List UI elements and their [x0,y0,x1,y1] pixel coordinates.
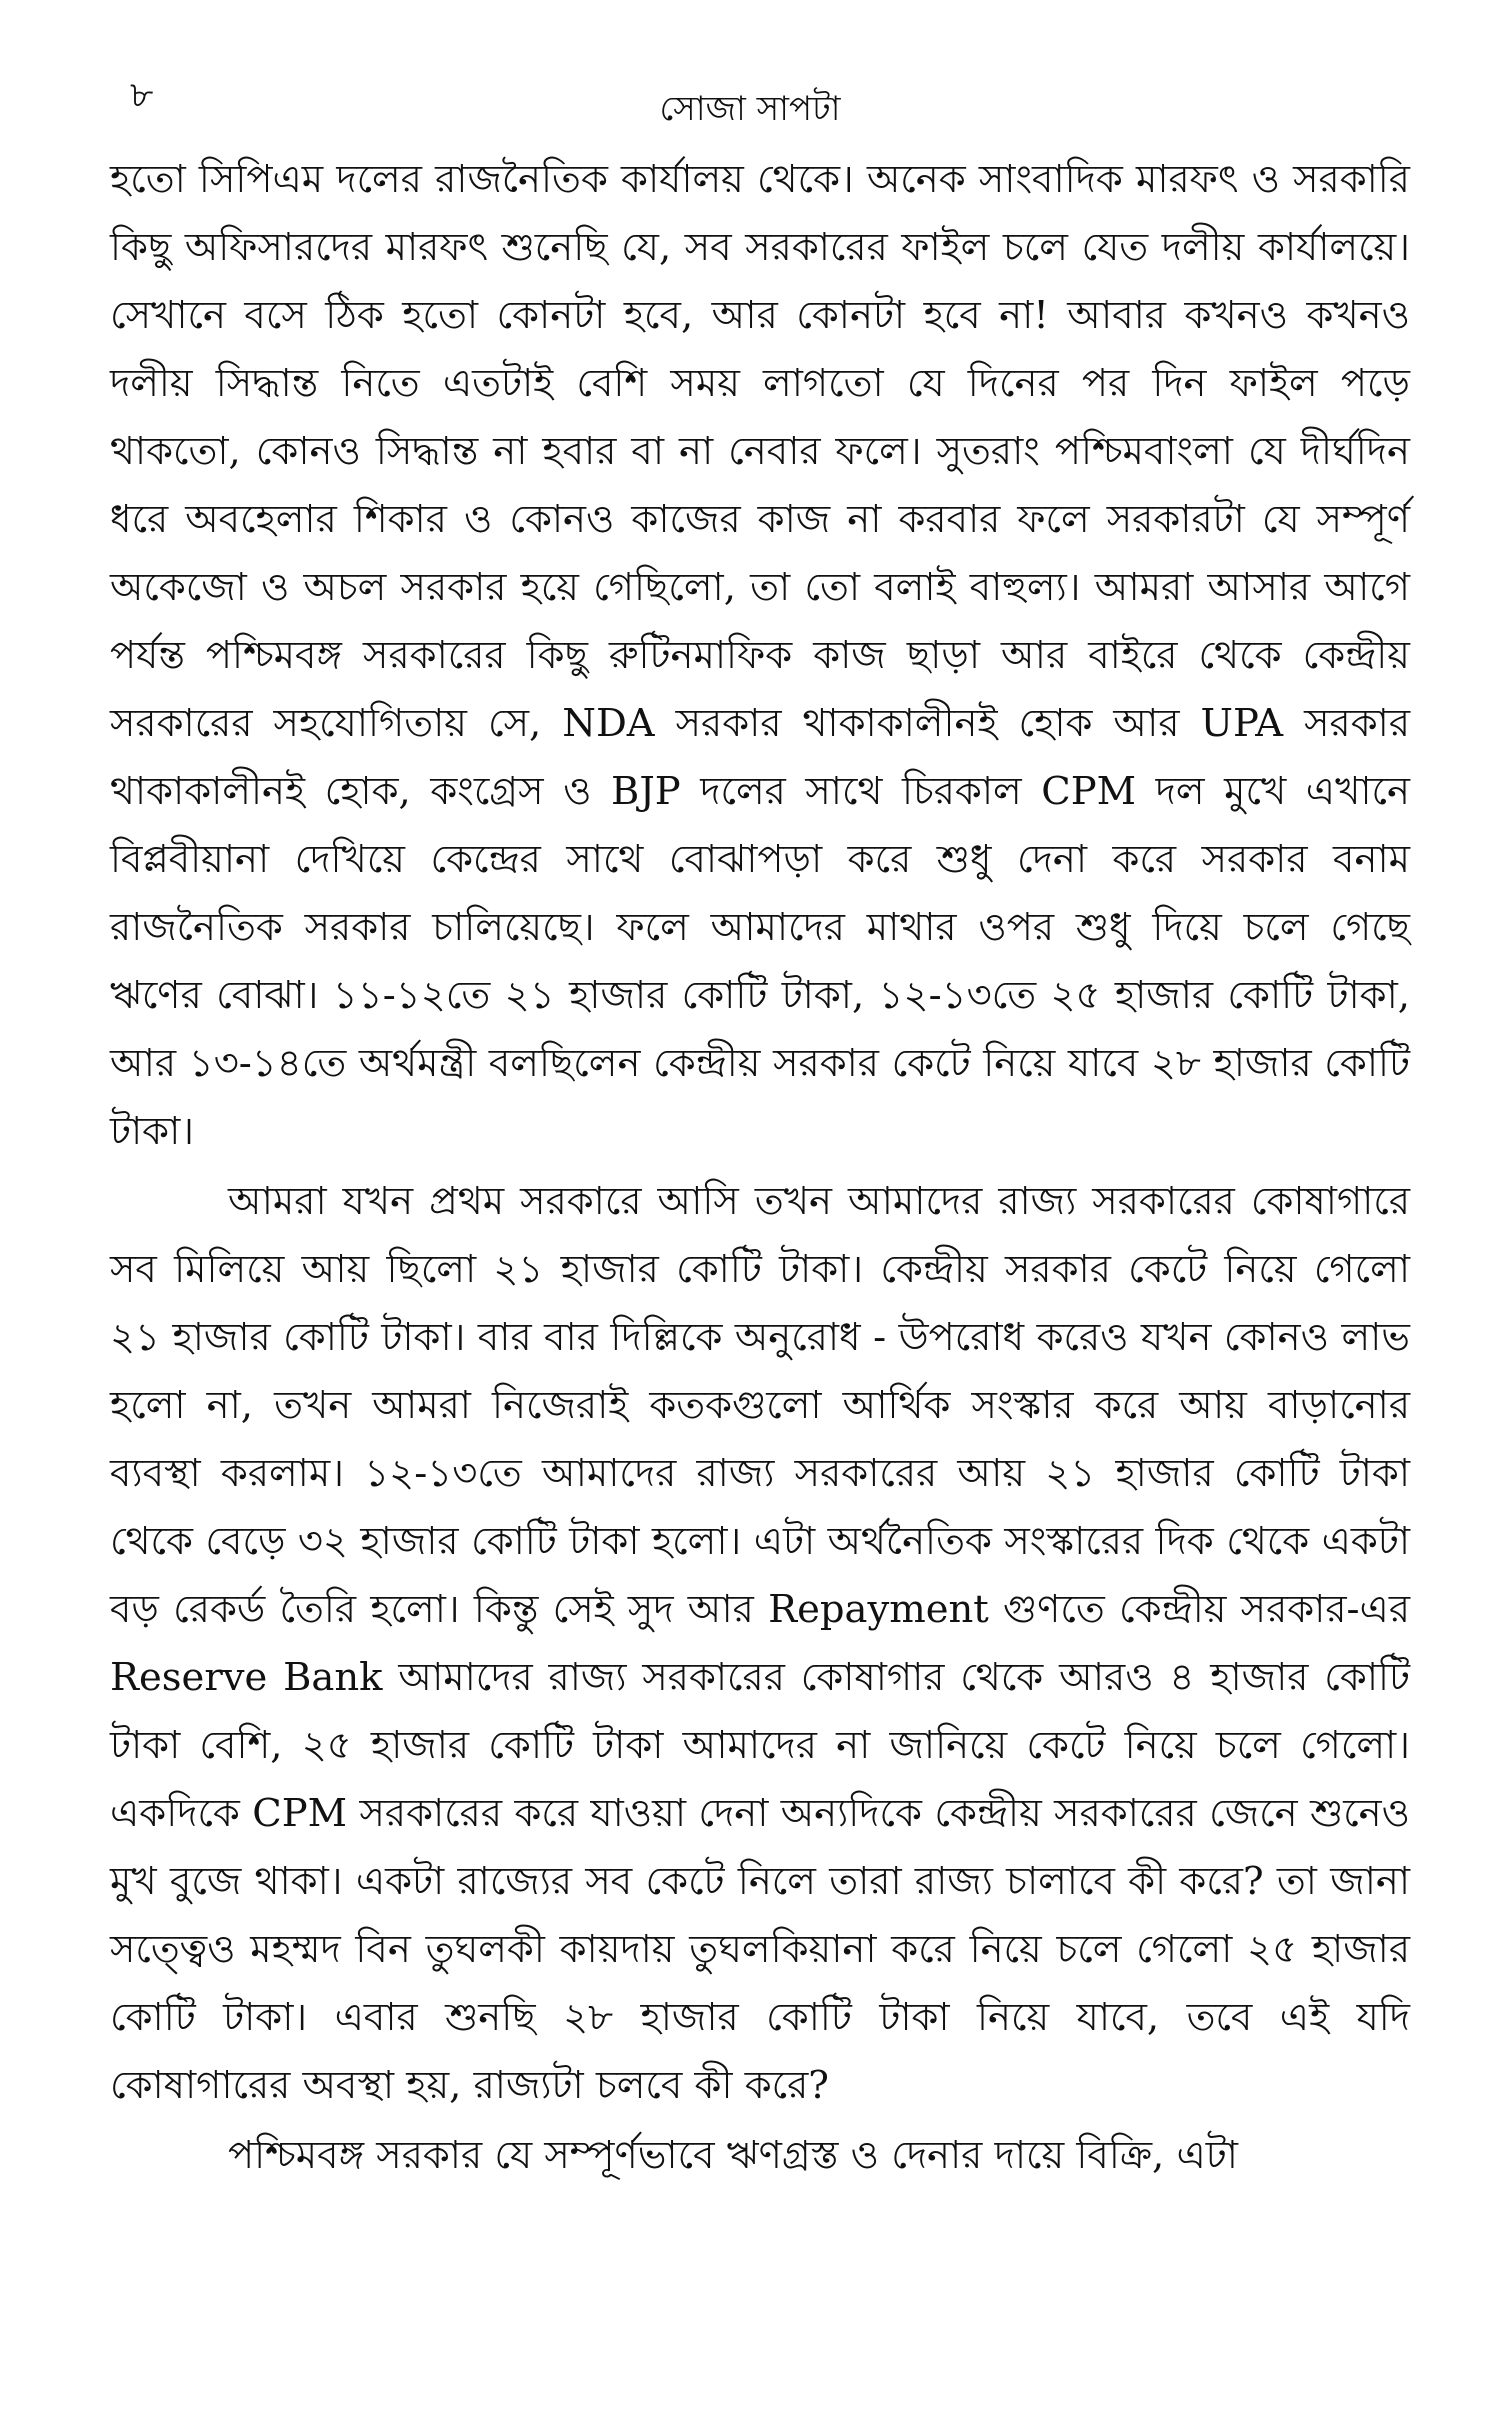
paragraph-2: আমরা যখন প্রথম সরকারে আসি তখন আমাদের রাজ্য সরকারের কোষাগারে সব মিলিয়ে আয় ছিলো ২১ হাজার কোটি টাকা। কেন্দ্রীয় সরকার কেটে নিয়ে গেলো ২১ হাজার কোটি টাকা। বার বার দিল্লিকে অনুরোধ - উপরোধ করেও যখন কোনও লাভ হলো না, তখন আমরা নিজেরাই কতকগুলো আর্থিক সংস্কার করে আয় বাড়ানোর ব্যবস্থা করলাম। ১২-১৩তে আমাদের রাজ্য সরকারের আয় ২১ হাজার কোটি টাকা থেকে বেড়ে ৩২ হাজার কোটি টাকা হলো। এটা অর্থনৈতিক সংস্কারের দিক থেকে একটা বড় রেকর্ড তৈরি হলো। কিন্তু সেই সুদ আর Repayment গুণতে কেন্দ্রীয় সরকার-এর Reserve Bank আমাদের রাজ্য সরকারের কোষাগার থেকে আরও ৪ হাজার কোটি টাকা বেশি, ২৫ হাজার কোটি টাকা আমাদের না জানিয়ে কেটে নিয়ে চলে গেলো। একদিকে CPM সরকারের করে যাওয়া দেনা অন্যদিকে কেন্দ্রীয় সরকারের জেনে শুনেও মুখ বুজে থাকা। একটা রাজ্যের সব কেটে নিলে তারা রাজ্য চালাবে কী করে? তা জানা সত্ত্বেও মহম্মদ বিন তুঘলকী কায়দায় তুঘলকিয়ানা করে নিয়ে চলে গেলো ২৫ হাজার কোটি টাকা। এবার শুনছি ২৮ হাজার কোটি টাকা নিয়ে যাবে, তবে এই যদি কোষাগারের অবস্থা হয়, রাজ্যটা চলবে কী করে? [110,1179,1410,2108]
paragraph-1: হতো সিপিএম দলের রাজনৈতিক কার্যালয় থেকে। অনেক সাংবাদিক মারফৎ ও সরকারি কিছু অফিসারদের মারফৎ শুনেছি যে, সব সরকারের ফাইল চলে যেত দলীয় কার্যালয়ে। সেখানে বসে ঠিক হতো কোনটা হবে, আর কোনটা হবে না! আবার কখনও কখনও দলীয় সিদ্ধান্ত নিতে এতটাই বেশি সময় লাগতো যে দিনের পর দিন ফাইল পড়ে থাকতো, কোনও সিদ্ধান্ত না হবার বা না নেবার ফলে। সুতরাং পশ্চিমবাংলা যে দীর্ঘদিন ধরে অবহেলার শিকার ও কোনও কাজের কাজ না করবার ফলে সরকারটা যে সম্পূর্ণ অকেজো ও অচল সরকার হয়ে গেছিলো, তা তো বলাই বাহুল্য। আমরা আসার আগে পর্যন্ত পশ্চিমবঙ্গ সরকারের কিছু রুটিনমাফিক কাজ ছাড়া আর বাইরে থেকে কেন্দ্রীয় সরকারের সহযোগিতায় সে, NDA সরকার থাকাকালীনই হোক আর UPA সরকার থাকাকালীনই হোক, কংগ্রেস ও BJP দলের সাথে চিরকাল CPM দল মুখে এখানে বিপ্লবীয়ানা দেখিয়ে কেন্দ্রের সাথে বোঝাপড়া করে শুধু দেনা করে সরকার বনাম রাজনৈতিক সরকার চালিয়েছে। ফলে আমাদের মাথার ওপর শুধু দিয়ে চলে গেছে ঋণের বোঝা। ১১-১২তে ২১ হাজার কোটি টাকা, ১২-১৩তে ২৫ হাজার কোটি টাকা, আর ১৩-১৪তে অর্থমন্ত্রী বলছিলেন কেন্দ্রীয় সরকার কেটে নিয়ে যাবে ২৮ হাজার কোটি টাকা। [110,157,1410,1154]
body-text [110,146,1410,2190]
paragraph-3: পশ্চিমবঙ্গ সরকার যে সম্পূর্ণভাবে ঋণগ্রস্ত ও দেনার দায়ে বিক্রি, এটা [228,2133,1238,2178]
page-number: ৮ [130,75,154,116]
running-title: সোজা সাপটা [659,89,841,129]
